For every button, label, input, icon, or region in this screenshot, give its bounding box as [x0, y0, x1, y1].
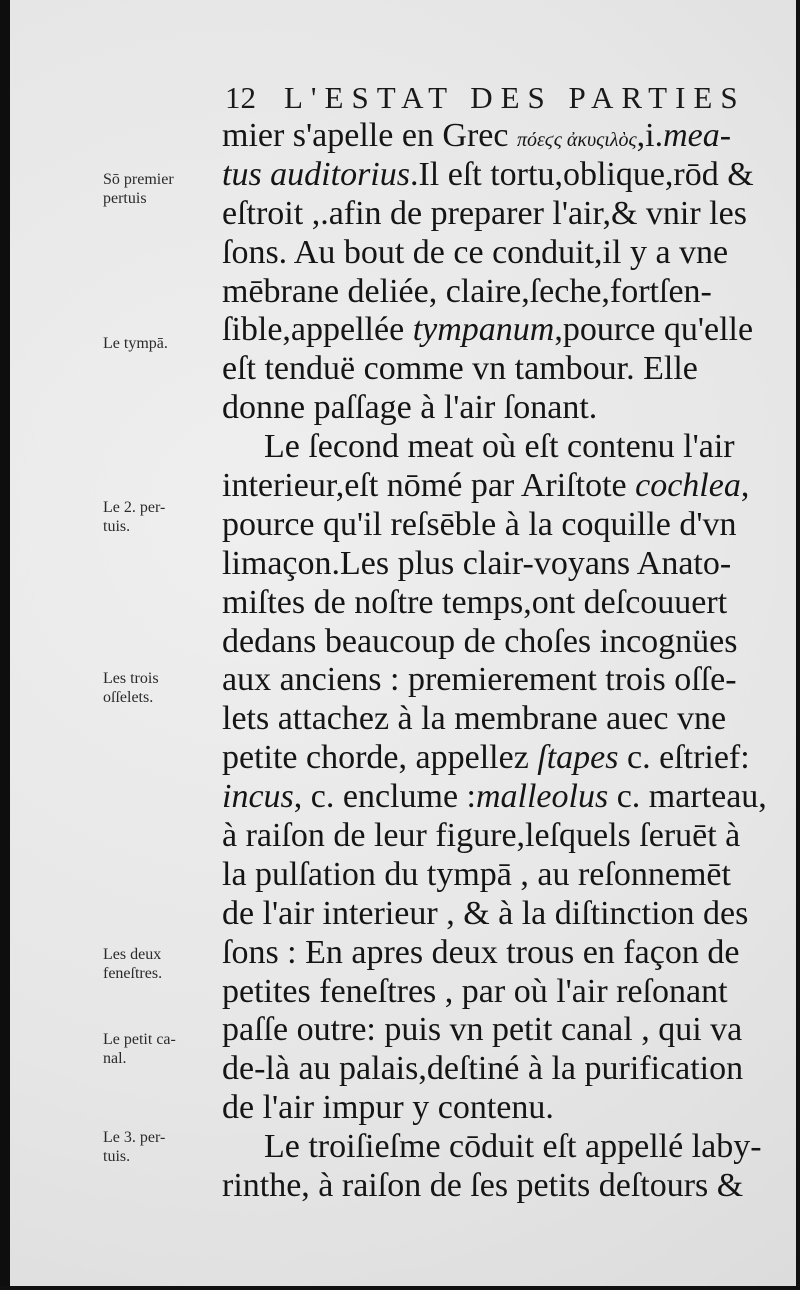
text-line-21: de l'air interieur , & à la diſtinction des: [222, 894, 749, 932]
page-number: 12: [225, 80, 256, 115]
text-line-3: eſtroit ,.afin de preparer l'air,& vnir les: [222, 194, 747, 232]
text-line-18: incus, c. enclume :malleolus c. marteau,: [222, 778, 767, 816]
text-line-16: lets attachez à la membrane auec vne: [222, 700, 727, 738]
text-line-25: de-là au palais,deſtiné à la purification: [222, 1050, 744, 1088]
text-line-28: rinthe, à raiſon de ſes petits deſtours &: [222, 1167, 744, 1205]
margin-note-second-pertuis: Le 2. per- tuis.: [103, 499, 166, 535]
page-left-shadow: [0, 0, 10, 1290]
margin-note-tympan: Le tympā.: [103, 335, 168, 352]
page-right-edge: [796, 0, 800, 1290]
main-text-block: [222, 117, 790, 1206]
text-line-23: petites feneſtres , par où l'air reſonant: [222, 972, 728, 1010]
text-line-13: miſtes de noſtre temps,ont deſcouuert: [222, 583, 728, 621]
running-title: L'ESTAT DES PARTIES: [284, 80, 746, 115]
text-line-6: ſible,appellée tympanum,pource qu'elle: [222, 311, 754, 349]
page-bottom-edge: [0, 1286, 800, 1290]
text-line-4: ſons. Au bout de ce conduit,il y a vne: [222, 233, 729, 271]
text-line-17: petite chorde, appellez ſtapes c. eſtrief:: [222, 739, 750, 777]
margin-note-premier-pertuis: Sō premier pertuis: [103, 171, 174, 207]
margin-note-deux-fenestres: Les deux feneſtres.: [103, 946, 163, 982]
text-line-19: à raiſon de leur figure,leſquels ſeruēt à: [222, 817, 741, 855]
text-line-27: Le troiſieſme cōduit eſt appellé laby-: [264, 1128, 762, 1166]
margin-note-petit-canal: Le petit ca- nal.: [103, 1031, 176, 1067]
text-line-2: tus auditorius.Il eſt tortu,oblique,rōd &: [222, 155, 754, 193]
text-line-8: donne paſſage à l'air ſonant.: [222, 389, 598, 427]
text-line-7: eſt tenduë comme vn tambour. Elle: [222, 350, 698, 388]
margin-note-trois-osselets: Les trois oſſelets.: [103, 670, 159, 706]
greek-term: πόεϛς ἀκυςιλὸς: [516, 129, 637, 151]
text-line-26: de l'air impur y contenu.: [222, 1089, 554, 1127]
text-line-1: mier s'apelle en Grec πόεϛς ἀκυςιλὸς,i.mea-: [222, 117, 732, 154]
text-line-14: dedans beaucoup de choſes incognües: [222, 622, 738, 660]
text-line-12: limaçon.Les plus clair-voyans Anato-: [222, 544, 732, 582]
text-line-20: la pulſation du tympā , au reſonnemēt: [222, 855, 731, 893]
text-line-10: interieur,eſt nōmé par Ariſtote cochlea,: [222, 467, 750, 505]
text-line-5: mēbrane deliée, claire,ſeche,fortſen-: [222, 272, 712, 310]
text-line-11: pource qu'il reſsēble à la coquille d'vn: [222, 505, 737, 543]
text-line-15: aux anciens : premierement trois oſſe-: [222, 661, 737, 699]
text-line-24: paſſe outre: puis vn petit canal , qui va: [222, 1011, 743, 1049]
text-line-9: Le ſecond meat où eſt contenu l'air: [264, 428, 735, 466]
running-header: [225, 80, 770, 116]
text-line-22: ſons : En apres deux trous en façon de: [222, 933, 740, 971]
margin-note-third-pertuis: Le 3. per- tuis.: [103, 1129, 166, 1165]
